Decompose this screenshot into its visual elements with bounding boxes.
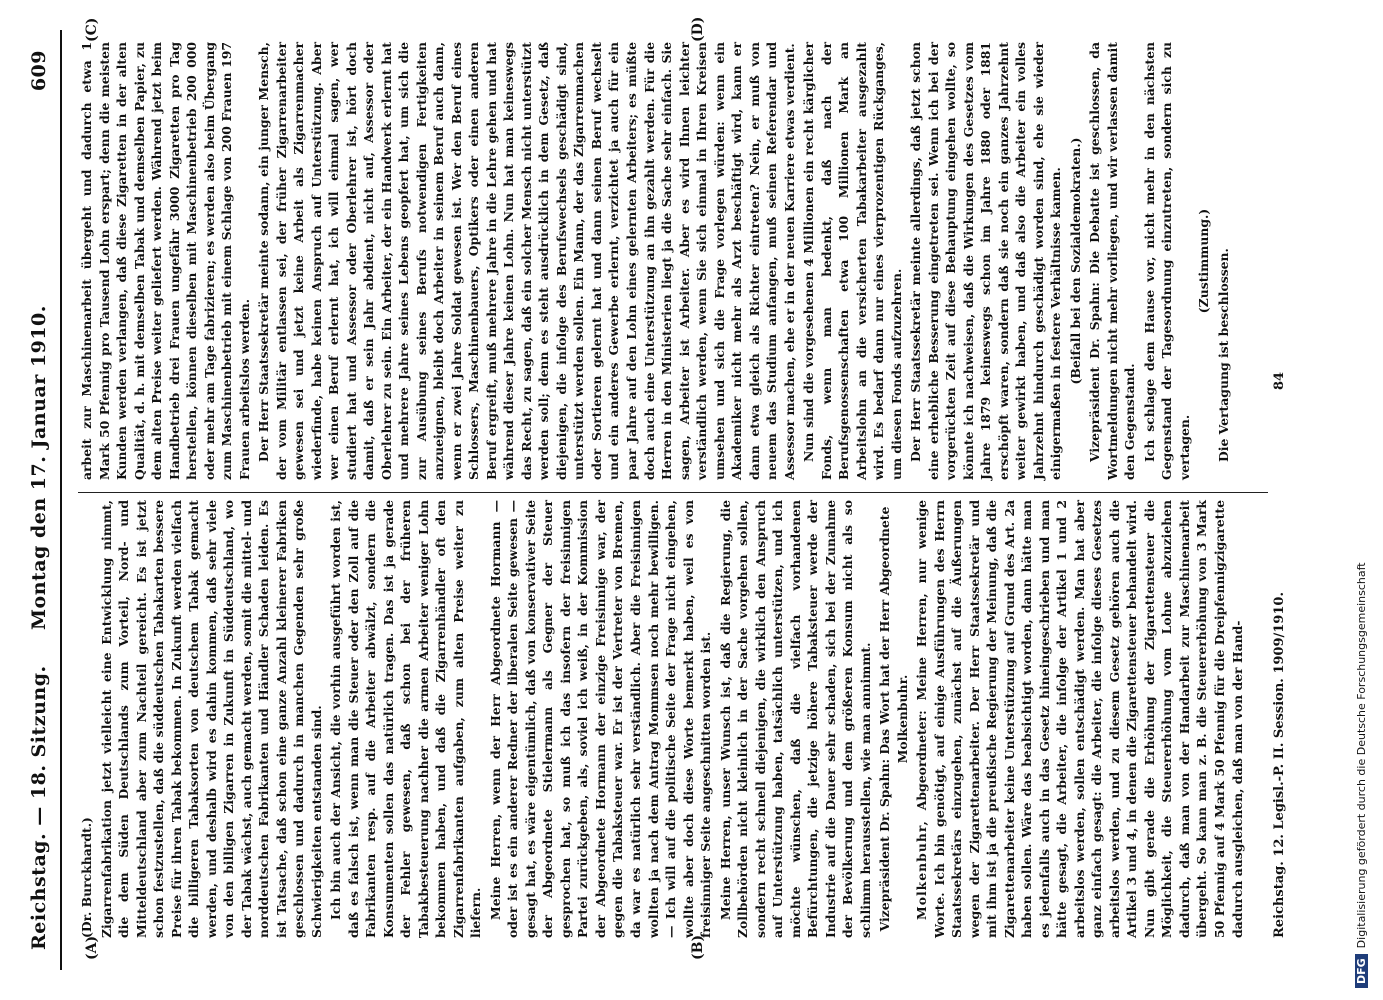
- dfg-logo: DFG: [1355, 954, 1368, 988]
- speech-text: Abgeordneter: Meine Herren, nur wenige Worte. Ich bin genötigt, auf einige Ausführungen des Herrn Staatssekretärs einzugehen, zunächst auf die Äußerungen wegen der Zigarettenarbeiter. Der Herr Staatssekretär und mit ihm ist ja die preußische Regierung der Meinung, daß die Zigarettenarbeiter keine Unterstützung auf Grund des Art. 2a haben sollen. Wäre das beabsichtigt worden, dann hätte man es jedenfalls auch in das Gesetz hineingeschrieben und man hätte gesagt, die Arbeiter, die infolge der Artikel 1 und 2 arbeitslos werden, sollen entschädigt werden. Man hat aber ganz einfach gesagt: die Arbeiter, die infolge dieses Gesetzes arbeitslos werden, und zu diesem Gesetz gehören auch die Artikel 3 und 4, in denen die Zigarettensteuer behandelt wird. Nun gibt gerade die Erhöhung der Zigarettensteuer die Möglichkeit, die Steuererhöhung vom Lohne abzuziehen dadurch, daß man von der Handarbeit zur Maschinenarbeit übergeht. So kann man z. B. die Steuererhöhung von 3 Mark 50 Pfennig auf 4 Mark 50 Pfennig für die Dreipfennigzigarette dadurch ausgleichen, daß man von der Hand-: [914, 500, 1245, 938]
- margin-marker-a: (A): [84, 935, 100, 960]
- right-column: [78, 42, 1268, 480]
- paragraph: Die Vertagung ist beschlossen.: [1216, 248, 1231, 462]
- sheet-number: 84: [1272, 371, 1287, 390]
- applause-note: (Beifall bei den Sozialdemokraten.): [1067, 137, 1083, 385]
- previous-speaker: (Dr. Burckhardt.): [79, 817, 94, 938]
- column-divider: [78, 492, 1268, 493]
- paragraph: arbeit zur Maschinenarbeit übergeht und dadurch etwa 1 Mark 50 Pfennig pro Tausend Lohn erspart; denn die meisten Kunden werden verlangen, daß diese Zigaretten in der alten Qualität, d. h. mit demselben Tabak und demselben Papier, zu dem alten Preise weiter geliefert werden. Während jetzt beim Handbetrieb drei Frauen ungefähr 3000 Zigaretten pro Tag herstellen, können dieselben mit Maschinenbetrieb 200 000 oder mehr am Tage fabrizieren; es werden also beim Übergang zum Maschinenbetrieb mit einem Schlage von 200 Frauen 197 Frauen arbeitslos werden.: [79, 42, 252, 480]
- chair-statement: Vizepräsident Dr. Spahn: Das Wort hat der Herr Abgeordnete Molkenbuhr.: [877, 506, 910, 932]
- paragraph: Nun sind die vorgesehenen 4 Millionen ein recht kärglicher Fonds, wenn man bedenkt, daß nach der Berufsgenossenschaften etwa 100 Millionen Mark an Arbeitslohn an die versicherten Tabakarbeiter ausgezahlt wird. Es bedarf dann nur eines vierprozentigen Rückganges, um diesen Fonds aufzuzehren.: [801, 42, 904, 480]
- attribution-text: Digitalisierung gefördert durch die Deutsche Forschungsgemeinschaft: [1355, 562, 1368, 949]
- margin-marker-c: (C): [84, 17, 100, 42]
- header-title: Reichstag. — 18. Sitzung.: [28, 665, 50, 950]
- page-number: 609: [28, 50, 50, 92]
- chair-statement: Vizepräsident Dr. Spahn: Die Debatte ist geschlossen, da Wortmeldungen nicht mehr vorliegen, und wir verlassen damit den Gegenstand.: [1087, 42, 1138, 480]
- paragraph: Zigarrenfabrikation jetzt vielleicht eine Entwicklung nimmt, die dem Süden Deutschlands zum Vorteil, Nord- und Mitteldeutschland aber zum Nachteil gereicht. Es ist jetzt schon festzustellen, daß die süddeutschen Tabakarten bessere Preise für ihren Tabak bekommen. In Zukunft werden vielfach die billigeren Tabaksorten von deutschem Tabak gemacht werden, und deshalb wird es dahin kommen, daß sehr viele von den billigen Zigarren in Zukunft in Süddeutschland, wo der Tabak wächst, auch gemacht werden, somit die mittel- und norddeutschen Fabrikanten und Händler Schaden leiden. Es ist Tatsache, daß schon eine ganze Anzahl kleinerer Fabriken geschlossen und dadurch in manchen Gegenden sehr große Schwierigkeiten entstanden sind.: [98, 500, 324, 938]
- margin-marker-d: (D): [690, 16, 706, 42]
- paragraph: Meine Herren, wenn der Herr Abgeordnete Hormann — oder ist es ein anderer Redner der liberalen Seite gewesen — gesagt hat, es wäre eigentümlich, daß von konservativer Seite der Abgeordnete Stielermann als Gegner der Steuer gesprochen hat, so muß ich das insofern der freisinnigen Partei zurückgeben, als, soviel ich weiß, in der Kommission der Abgeordnete Hormann der einzige Freisinnige war, der gegen die Tabaksteuer war. Er ist der Vertreter von Bremen, da war es natürlich sehr verständlich. Aber die Freisinnigen wollten ja nach dem Antrag Mommsen noch mehr bewilligen. — Ich will auf die politische Seite der Frage nicht eingehen, wollte aber doch diese Worte bemerkt haben, weil es von freisinniger Seite angeschnitten worden ist.: [487, 500, 714, 938]
- paragraph: Ich schlage dem Hause vor, nicht mehr in den nächsten Gegenstand der Tagesordnung einzutreten, sondern sich zu vertagen.: [1141, 42, 1192, 480]
- attribution-line: [1355, 8, 1379, 988]
- margin-marker-b: (B): [690, 934, 706, 960]
- page-footer: Reichstag. 12. Legisl.-P. II. Session. 1909/1910.: [1272, 592, 1287, 938]
- paragraph: Der Herr Staatssekretär meinte allerdings, daß jetzt schon eine erhebliche Besserung eingetreten sei. Wenn ich bei der vorgerückten Zeit auf diese Behauptung eingehen wollte, so könnte ich nachweisen, daß die Wirkungen des Gesetzes vom Jahre 1879 keineswegs schon im Jahre 1880 oder 1881 erschöpft waren, sondern daß sie noch ein ganzes Jahrzehnt weiter gewirkt haben, und daß also die Arbeiter ein volles Jahrzehnt hindurch geschädigt worden sind, ehe sie wieder einigermaßen in festere Verhältnisse kamen.: [908, 42, 1064, 480]
- paragraph: Ich bin auch der Ansicht, die vorhin ausgeführt worden ist, daß es falsch ist, wenn man die Steuer oder den Zoll auf die Fabrikanten resp. auf die Arbeiter abwälzt, sondern die Konsumenten sollen das natürlich tragen. Das ist ja gerade der Fehler gewesen, daß schon bei der früheren Tabakbesteuerung nachher die armen Arbeiter weniger Lohn bekommen haben, und daß die Zigarrenhändler oft den Zigarrenfabrikanten aufgaben, zum alten Preise weiter zu liefern.: [328, 500, 484, 938]
- paragraph: Meine Herren, unser Wunsch ist, daß die Regierung, die Zollbehörden nicht kleinlich in der Sache vorgehen sollen, sondern recht schnell diejenigen, die wirklich den Anspruch auf Unterstützung haben, tatsächlich unterstützen, und ich möchte wünschen, daß die vielfach vorhandenen Befürchtungen, die jetzige höhere Tabaksteuer werde der Industrie auf die Dauer sehr schaden, sich bei der Zunahme der Bevölkerung und dem größeren Konsum nicht als so schlimm herausstellen, wie man annimmt.: [717, 500, 873, 938]
- speech-paragraph: [913, 500, 1246, 938]
- paragraph: Der Herr Staatssekretär meinte sodann, ein junger Mensch, der vom Militär entlassen sei, der früher Zigarrenarbeiter gewesen sei und jetzt keine Arbeit als Zigarrenmacher wiederfinde, habe keinen Anspruch auf Unterstützung. Aber wer einen Beruf erlernt hat, ich will einmal sagen, wer studiert hat und Assessor oder Oberlehrer ist, hört doch damit, daß er sein Jahr abdient, nicht auf, Assessor oder Oberlehrer zu sein. Ein Arbeiter, der ein Handwerk erlernt hat und mehrere Jahre seines Lebens geopfert hat, um sich die zur Ausübung seines Berufs notwendigen Fertigkeiten anzueignen, bleibt doch Arbeiter in seinem Beruf auch dann, wenn er zwei Jahre Soldat gewesen ist. Wer den Beruf eines Schlossers, Maschinenbauers, Optikers oder einen anderen Beruf ergreift, muß mehrere Jahre in die Lehre gehen und hat während dieser Jahre keinen Lohn. Nun hat man keineswegs das Recht, zu sagen, daß ein solcher Mensch nicht unterstützt werden soll; denn es steht ausdrücklich in dem Gesetz, daß diejenigen, die infolge des Berufswechsels geschädigt sind, unterstützt werden sollen. Ein Mann, der das Zigarrenmachen oder Sortieren gelernt hat und dann seinen Beruf wechselt und ein anderes Gewerbe erlernt, verzichtet ja auch für ein paar Jahre auf den Lohn eines gelernten Arbeiters; es müßte doch auch eine Unterstützung an ihn gezahlt werden. Für die Herren in den Ministerien liegt ja die Sache sehr einfach. Sie sagen, Arbeiter ist Arbeiter. Aber es wird Ihnen leichter verständlich werden, wenn Sie sich einmal in Ihren Kreisen umsehen und sich die Frage vorlegen würden: wenn ein Akademiker nicht mehr als Arzt beschäftigt wird, kann er dann etwa gleich als Richter eintreten? Nein, er muß von neuem das Studium anfangen, muß seinen Referendar und Assessor machen, ehe er in der neuen Karriere etwas verdient.: [256, 42, 797, 480]
- header-date: Montag den 17. Januar 1910.: [28, 305, 50, 630]
- approval-note: (Zustimmung.): [1196, 208, 1212, 314]
- page-header: [22, 30, 62, 970]
- left-column: [78, 500, 1268, 938]
- speaker-name: Molkenbuhr,: [914, 820, 930, 920]
- header-rule: [60, 30, 62, 970]
- attribution-strip: [1355, 8, 1379, 988]
